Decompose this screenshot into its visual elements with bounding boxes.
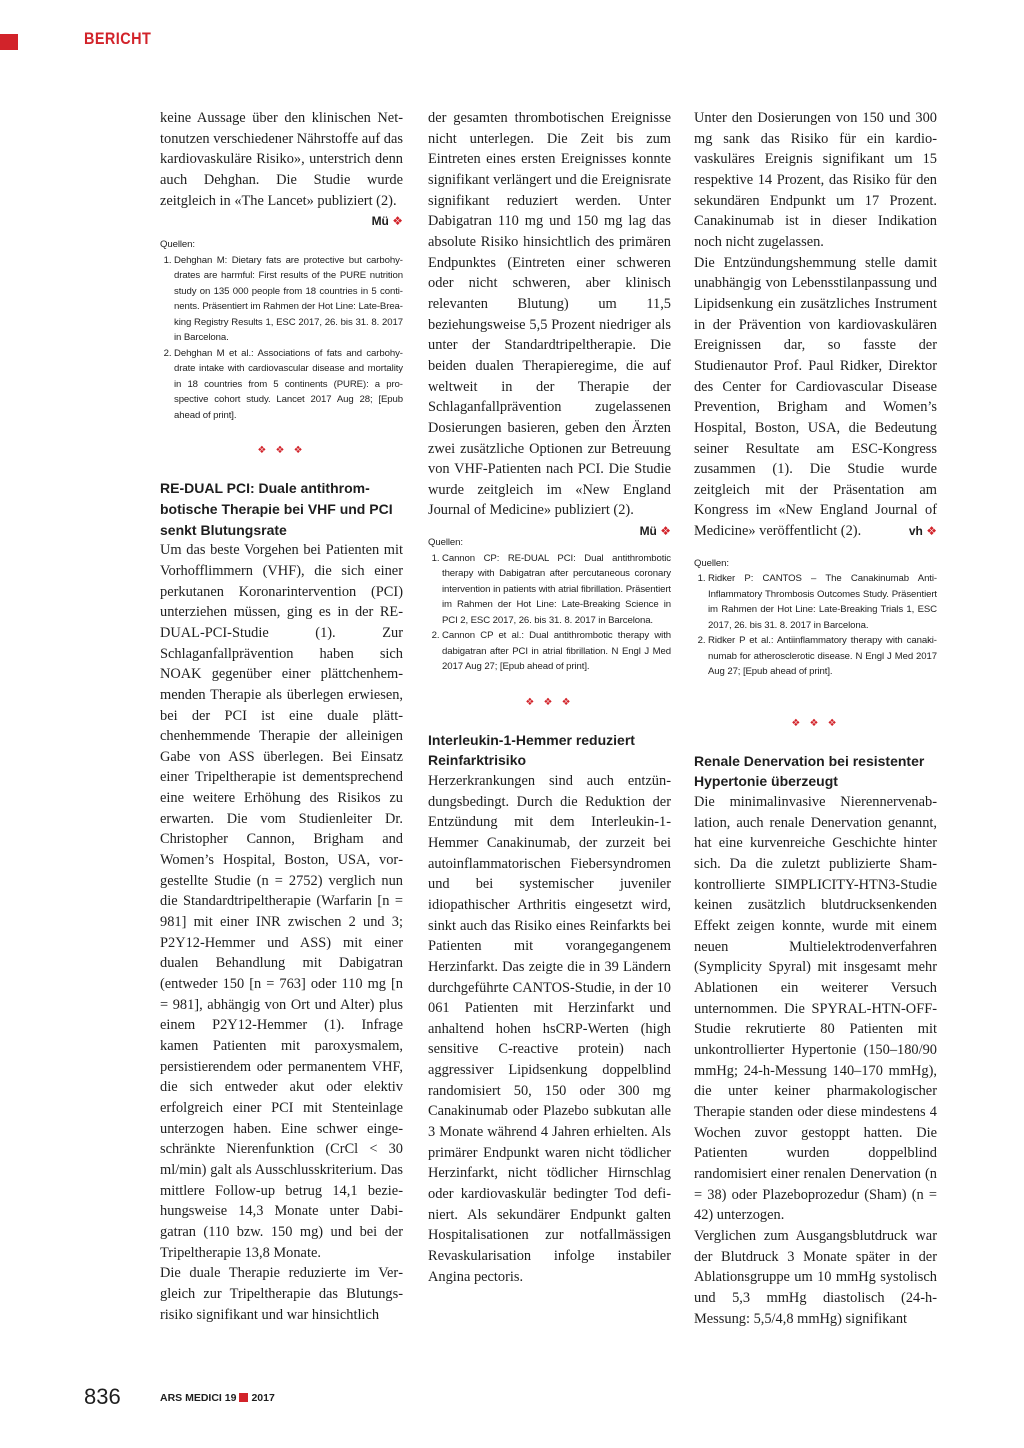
section-divider: ❖ ❖ ❖ bbox=[791, 717, 840, 729]
paragraph-text: keine Aussage über den klinischen Nettonutzen verschiedener Nährstoffe auf das kardiovaskuläre Risiko», unterstrich denn auch Dehghan. Die Studie wurde zeitgleich in «The Lancet» publiziert (2). bbox=[160, 110, 403, 209]
source-item: 2. Dehghan M et al.: Associations of fats and carbohydrate intake with cardiovascular disease and mortality in 18 countries from 5 continents (PURE): a prospective cohort study. Lancet 2017 Aug 28; [Epub ahead of print]. bbox=[174, 346, 403, 424]
paragraph-text: Die Entzündungshemmung stelle damit unabhängig von Lebensstilanpassung und Lipidsenkung ein zusätzliches Instrument in der Prävention von kardiovaskulären Ereignissen dar, so fasste der Studienautor Prof. Paul Ridker, Direktor des Center for Cardiovascular Disease Prevention, Brigham and Women’s Hospital, Boston, USA, die Bedeutung seiner Resultate am ESC-Kongress zusammen (1). Die Studie wurde zeitgleich mit der Präsentation am Kongress im «New England Journal of Medicine» veröffentlicht (2). bbox=[694, 254, 937, 540]
journal-year: 2017 bbox=[251, 1392, 275, 1404]
sources-title: Quellen: bbox=[160, 239, 195, 251]
article-heading: RE-DUAL PCI: Duale antithrombotische Therapie bei VHF und PCI senkt Blutungsrate bbox=[160, 480, 393, 538]
article-paragraph: Die minimalinvasive Nierennervenablation, auch renale Denervation genannt, hat eine kurvenreiche Geschichte hinter sich. Da die zuletzt publizierte Sham-kontrollierte SIMPLICITY-HTN3-Studie keinen zusätzlich blutdrucksenkenden Effekt zeigen konnte, wurde mit einem neuen Multielektrodenverfahren (Symplicity Spyral) mit insgesamt mehr Ablationen ein weiterer Versuch unternommen. Die SPYRAL-HTN-OFF-Studie rekrutierte 80 Patienten mit unkontrollierter Hypertonie (150–180/90 mmHg; 24-h-Messung 140–170 mmHg), die unter keiner pharmakologischer Therapie standen oder diese mindestens 4 Wochen zuvor gestoppt hatten. Die Patienten wurden doppelblind randomisiert einer renalen Denervation (n = 38) oder Plazeboprozedur (Sham) (n = 42) unterzogen. bbox=[694, 794, 937, 1224]
source-item: 1. Ridker P: CANTOS – The Canakinumab Anti-Inflammatory Thrombosis Outcomes Study. Präsentiert im Rahmen der Hot Line: Late-Breaking Trials 1, ESC 2017, 26. bis 31. 8. 2017 in Barcelona. bbox=[708, 571, 937, 633]
article-paragraph bbox=[428, 108, 671, 539]
article-paragraph bbox=[694, 253, 937, 542]
article-paragraph bbox=[160, 108, 403, 229]
article-heading: Renale Denervation bei resistenter Hypertonie überzeugt bbox=[694, 752, 925, 790]
sources-title: Quellen: bbox=[694, 557, 729, 569]
sources-title: Quellen: bbox=[428, 537, 463, 549]
author-signature: vh ❖ bbox=[908, 524, 937, 539]
column-2 bbox=[428, 108, 671, 1287]
sources-block bbox=[428, 535, 671, 675]
article-paragraph: Unter den Dosierungen von 150 und 300 mg sank das Risiko für ein kardiovaskuläres Ereignis signifikant um 15 respektive 14 Prozent, das Risiko für den sekundären Endpunkt um 17 Prozent. Canakinumab ist in dieser Indikation noch nicht zugelassen. bbox=[694, 110, 937, 250]
sources-block bbox=[694, 556, 937, 680]
section-divider: ❖ ❖ ❖ bbox=[525, 696, 574, 708]
footer-square-icon bbox=[239, 1393, 248, 1402]
article-paragraph: Verglichen zum Ausgangsblutdruck war der Blutdruck 3 Monate später in der Ablationsgruppe um 10 mmHg systolisch und 5,3 mmHg diastolisch (24-h-Messung: 5,5/4,8 mmHg) signifikant bbox=[694, 1227, 937, 1327]
column-1 bbox=[160, 108, 403, 1325]
article-paragraph: Um das beste Vorgehen bei Patienten mit Vorhofflimmern (VHF), die sich einer perkutanen Koronarintervention (PCI) unterziehen müssen, ging es in der RE-DUAL-PCI-Studie (1). Zur Schlaganfallprävention haben sich NOAK gegenüber einer plättchenhemmenden Therapie als überlegen erwiesen, bei der PCI ist eine duale plättchenhemmende Therapie der alleinigen Gabe von ASS überlegen. Bei Einsatz einer Tripeltherapie ist dementsprechend eine weitere Erhöhung des Risikos zu erwarten. Die vom Studienleiter Dr. Christopher Cannon, Brigham and Women’s Hospital, Boston, USA, vorgestellte Studie (n = 2752) verglich nun die Standardtripeltherapie (Warfarin [n = 981] mit einer INR zwischen 2 und 3; P2Y12-Hemmer und ASS) mit einer dualen Behandlung mit Dabigatran (entweder 150 [n = 763] oder 110 mg [n = 981], abhängig von Ort und Alter) plus einem P2Y12-Hemmer (1). Infrage kamen Patienten mit paroxysmalem, persistierendem oder permanentem VHF, die sich entweder akut oder elektiv erfolgreich einer PCI mit Stenteinlage unterzogen haben. Eine schwer eingeschränkte Nierenfunktion (CrCl < 30 ml/min) galt als Ausschlusskriterium. Das mittlere Follow-up betrug 14,1 beziehungsweise 14,3 Monate unter Dabigatran (110 bzw. 150 mg) und bei der Tripeltherapie 13,8 Monate. bbox=[160, 542, 403, 1261]
section-marker bbox=[0, 34, 18, 50]
source-item: 1. Cannon CP: RE-DUAL PCI: Dual antithrombotic therapy with Dabigatran after percutaneous coronary intervention in patients with atrial fibrillation. Präsentiert im Rahmen der Hot Line: Late-Breaking Science in PCI 2, ESC 2017, 26. bis 31. 8. 2017 in Barcelona. bbox=[442, 551, 671, 629]
paragraph-text: der gesamten thrombotischen Ereignisse nicht unterlegen. Die Zeit bis zum Eintreten eines ersten Ereignisses konnte signifikant verlängert und die Ereignisrate signifikant reduziert werden. Unter Dabigatran 110 mg und 150 mg lag das absolute Risiko hinsichtlich des primären Endpunktes (Eintreten einer schweren oder nicht schweren, aber klinisch relevanten Blutung) um 11,5 beziehungsweise 5,5 Prozent niedriger als unter der Standardtripeltherapie. Die beiden dualen Therapieregime, die auf weltweit in der Therapie der Schlaganfallprävention zugelassenen Dosierungen basieren, geben den Ärzten zwei zusätzliche Optionen zur Betreuung von VHF-Patienten nach PCI. Die Studie wurde zeitgleich im «New England Journal of Medicine» publiziert (2). bbox=[428, 110, 671, 519]
section-divider: ❖ ❖ ❖ bbox=[257, 445, 306, 457]
author-signature: Mü ❖ bbox=[639, 524, 671, 539]
source-item: 2. Ridker P et al.: Antiinflammatory therapy with canakinumab for atherosclerotic disease. N Engl J Med 2017 Aug 27; [Epub ahead of print]. bbox=[708, 633, 937, 680]
section-label: BERICHT bbox=[84, 29, 152, 48]
journal-name: ARS MEDICI 19 bbox=[160, 1392, 237, 1404]
article-paragraph: Herzerkrankungen sind auch entzündungsbedingt. Durch die Reduktion der Entzündung mit dem Interleukin-1-Hemmer Canakinumab, der zurzeit bei autoinflammatorischen Fiebersyndromen und bei systemischer juveniler idiopathischer Arthritis eingesetzt wird, sinkt auch das Risiko eines Reinfarkts bei Patienten mit vorangegangenem Herzinfarkt. Das zeigte die in 39 Ländern durchgeführte CANTOS-Studie, in der 10 061 Patienten mit Herzinfarkt und anhaltend hohen hsCRP-Werten (high sensitive C-reactive protein) nach aggressiver Lipidsenkung doppelblind randomisiert 50, 150 oder 300 mg Canakinumab oder Plazebo subkutan alle 3 Monate während 4 Jahren erhielten. Als primärer Endpunkt waren nicht tödlicher Herzinfarkt, nicht tödlicher Hirnschlag oder kardiovaskulär bedingter Tod definiert. Als sekundärer Endpunkt galten Hospitalisationen zur notfallmässigen Revaskularisation infolge instabiler Angina pectoris. bbox=[428, 772, 671, 1285]
source-item: 1. Dehghan M: Dietary fats are protective but carbohydrates are harmful: First results of the PURE nutrition study on 135 000 people from 18 countries in 5 continents. Präsentiert im Rahmen der Hot Line: Late-Breaking Registry Results 1, ESC 2017, 26. bis 31. 8. 2017 in Barcelona. bbox=[174, 253, 403, 346]
footer-journal bbox=[160, 1392, 275, 1404]
sources-block bbox=[160, 237, 403, 423]
article-heading: Interleukin-1-Hemmer reduziert Reinfarktrisiko bbox=[428, 731, 635, 769]
source-item: 2. Cannon CP et al.: Dual antithrombotic therapy with dabigatran after PCI in atrial fibrillation. N Engl J Med 2017 Aug 27; [Epub ahead of print]. bbox=[442, 628, 671, 675]
article-paragraph: Die duale Therapie reduzierte im Vergleich zur Tripeltherapie das Blutungsrisiko signifikant und war hinsichtlich bbox=[160, 1265, 403, 1323]
page-number: 836 bbox=[84, 1384, 121, 1409]
author-signature: Mü ❖ bbox=[371, 214, 403, 229]
column-3 bbox=[694, 108, 937, 1329]
